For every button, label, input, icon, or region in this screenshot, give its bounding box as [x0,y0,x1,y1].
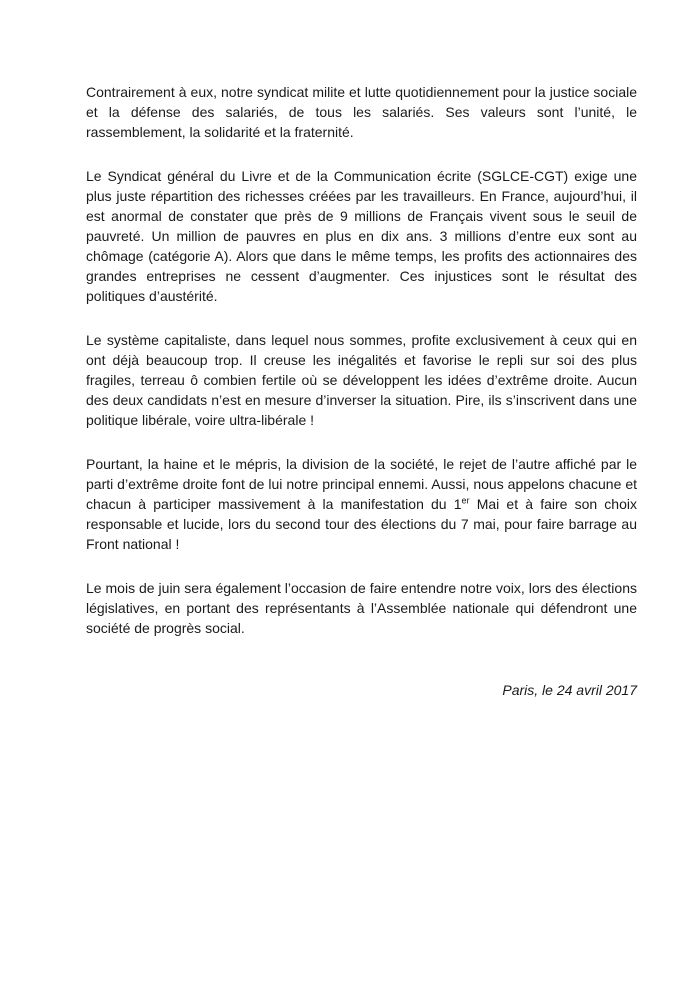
ordinal-superscript: er [461,495,470,506]
document-body [86,82,637,698]
call-to-vote-text-end: Mai et à faire son choix responsable et lucide, lors du second tour des élections du 7 mai, pour faire barrage au Front national ! [86,496,637,552]
paragraph-call-to-vote [86,454,637,554]
paragraph-legislative-elections: Le mois de juin sera également l’occasion de faire entendre notre voix, lors des élections législatives, en portant des représentants à l’Assemblée nationale qui défendront une société de progrès social. [86,580,637,636]
call-to-vote-text-start: Pourtant, la haine et le mépris, la division de la société, le rejet de l’autre affiché par le parti d’extrême droite font de lui notre principal ennemi. Aussi, nous appelons chacune et chacun à participer massivement à la manifestation du 1 [86,456,637,512]
paragraph-capitalist-system: Le système capitaliste, dans lequel nous sommes, profite exclusivement à ceux qui en ont déjà beaucoup trop. Il creuse les inégalités et favorise le repli sur soi des plus fragiles, terreau ô combien fertile où se développent les idées d’extrême droite. Aucun des deux candidats n’est en mesure d’inverser la situation. Pire, ils s’inscrivent dans une politique libérale, voire ultra-libérale ! [86,332,637,428]
paragraph-wealth-distribution: Le Syndicat général du Livre et de la Communication écrite (SGLCE-CGT) exige une plus juste répartition des richesses créées par les travailleurs. En France, aujourd’hui, il est anormal de constater que près de 9 millions de Français vivent sous le seuil de pauvreté. Un million de pauvres en plus en dix ans. 3 millions d’entre eux sont au chômage (catégorie A). Alors que dans le même temps, les profits des actionnaires des grandes entreprises ne cessent d’augmenter. Ces injustices sont le résultat des politiques d’austérité. [86,168,637,304]
place-date-signature: Paris, le 24 avril 2017 [502,682,637,698]
paragraph-union-values: Contrairement à eux, notre syndicat milite et lutte quotidiennement pour la justice sociale et la défense des salariés, de tous les salariés. Ses valeurs sont l’unité, le rassemblement, la solidarité et la fraternité. [86,84,637,140]
